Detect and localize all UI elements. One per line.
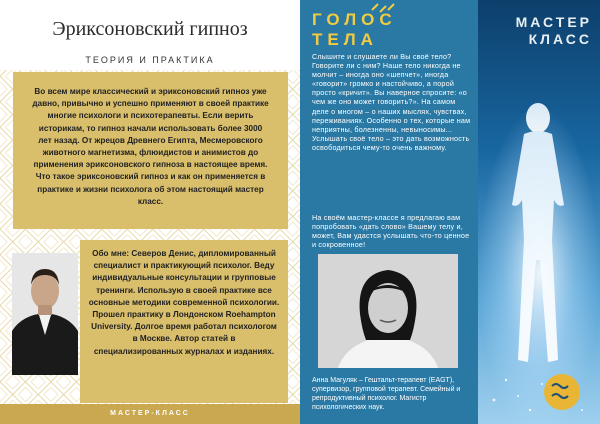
glowing-figure-art bbox=[478, 0, 600, 424]
title-line-2: ТЕЛА bbox=[312, 30, 378, 49]
page-title: Эриксоновский гипноз bbox=[52, 18, 248, 40]
panel3-title bbox=[488, 14, 592, 48]
title-line-1: МАСТЕР bbox=[515, 14, 592, 30]
title-line-2: КЛАСС bbox=[528, 31, 592, 47]
panel2-title bbox=[312, 10, 397, 50]
title-line-1: ГОЛОС bbox=[312, 10, 397, 29]
speaker-photo bbox=[318, 254, 458, 368]
flyer-body-voice bbox=[300, 0, 478, 424]
author-bio: Обо мне: Северов Денис, дипломированный специалист и практикующий психолог. Веду индивидуальные консультации и групповые тренинги. Использую в своей практике все основные методики современной психологии. Прошел практику в Лондонском Roehampton University. Долгое время работал психологом в Москве. Автор статей в специализированных журналах и изданиях. bbox=[80, 240, 288, 403]
speaker-caption: Анна Магуляк – Гештальт-терапевт (EAGT), супервизор, групповой терапевт. Семейный и репродуктивный психолог. Магистр психологических наук. bbox=[312, 377, 461, 411]
body-text-1: Слышите и слушаете ли Вы своё тело? Говорите ли с ним? Наше тело никогда не молчит – иногда оно «шепчет», иногда «говорит» громко и настойчиво, а порой просто «кричит». Вы наверное спросите: «о чем же оно может говорить?». На самом деле о многом – о наших мыслях, чувствах, переживаниях. Особенно о тех, которые нам неприятны, болезненны, невыносимы... Услышать своё тело – это дать возможность освободиться чему-то очень важному. bbox=[312, 52, 471, 152]
footer-label: МАСТЕР-КЛАСС bbox=[0, 404, 300, 424]
body-text-2: На своём мастер-классе я предлагаю вам попробовать «дать слово» Вашему телу и, может, Вам удастся услышать что-то ценное и сокровенное! bbox=[312, 213, 470, 250]
author-photo bbox=[12, 253, 78, 375]
page-subtitle: ТЕОРИЯ И ПРАКТИКА bbox=[85, 55, 215, 65]
flyer-master-class bbox=[478, 0, 600, 424]
intro-text: Во всем мире классический и эриксоновский гипноз уже давно, привычно и успешно применяют в своей практике многие психологи и психотерапевты. Если верить историкам, то гипноз начали использовать более 3000 лет назад. От жрецов Древнего Египта, Месмеровского животного магнетизма, флюидистов и анимистов до применения эриксоновского гипноза в настоящее время. Что такое эриксоновский гипноз и как он применяется в практике и жизни психолога об этом настоящий мастер класс. bbox=[13, 72, 288, 229]
